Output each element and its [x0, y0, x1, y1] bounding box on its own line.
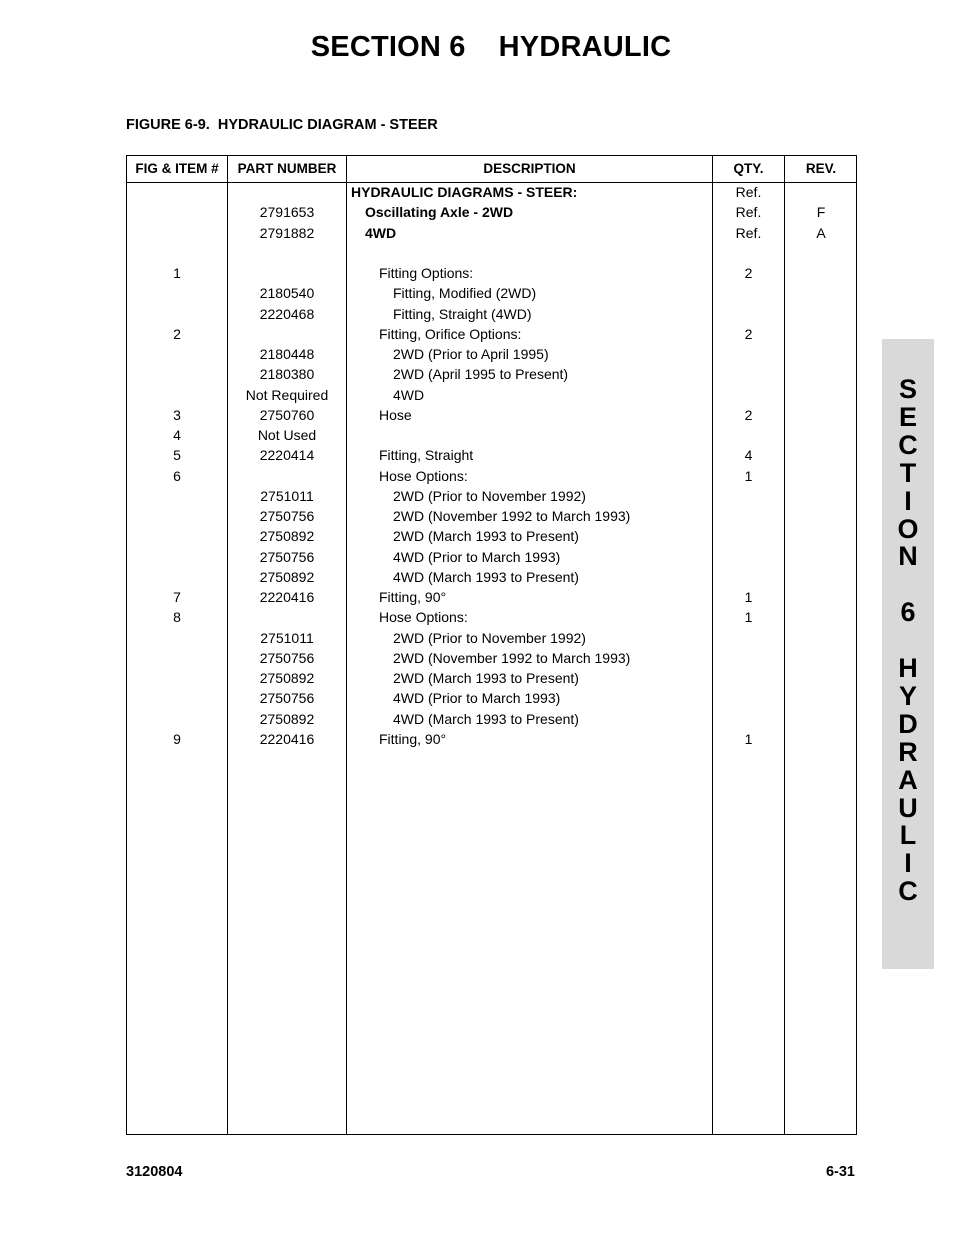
fig-item-cell: 4 [173, 427, 181, 443]
part-number-cell: 2220416 [259, 589, 315, 605]
part-number-cell: 2751011 [260, 629, 314, 646]
figure-title: FIGURE 6-9. HYDRAULIC DIAGRAM - STEER [126, 117, 438, 133]
description-cell: Oscillating Axle - 2WD [365, 204, 514, 221]
side-tab-letter: C [898, 876, 918, 907]
table-row [127, 202, 857, 222]
table-row [127, 547, 857, 567]
qty-cell: 1 [744, 589, 753, 605]
table-row [127, 243, 857, 263]
part-number-cell: 2180540 [259, 285, 315, 302]
part-number-cell: 2750892 [259, 670, 315, 686]
description-cell: HYDRAULIC DIAGRAMS - STEER: [351, 184, 578, 200]
part-number-cell: Not Required [245, 386, 329, 403]
part-number-cell: 2750892 [259, 710, 315, 727]
fig-item-cell: 8 [173, 609, 181, 626]
description-cell: 2WD (November 1992 to March 1993) [393, 508, 631, 524]
column-header-qty: QTY. [733, 161, 764, 176]
fig-item-cell: 5 [173, 447, 181, 464]
qty-cell: 4 [744, 447, 753, 464]
description-cell: Fitting, 90° [379, 589, 447, 605]
table-row [127, 648, 857, 668]
parts-table [126, 155, 857, 1135]
description-cell: 4WD (Prior to March 1993) [393, 690, 561, 707]
description-cell: 4WD (March 1993 to Present) [393, 568, 579, 585]
table-row [127, 425, 857, 445]
table-row [127, 344, 857, 364]
side-tab-letter: N [898, 541, 918, 572]
table-row [127, 688, 857, 708]
part-number-cell: Not Used [257, 427, 317, 443]
qty-cell: 2 [744, 325, 753, 342]
part-number-cell: 2751011 [260, 487, 314, 504]
table-row [127, 628, 857, 648]
table-row [127, 526, 857, 546]
section-title: SECTION 6 HYDRAULIC [310, 31, 672, 63]
side-tab-letter: R [898, 736, 918, 767]
description-cell: 4WD [365, 224, 397, 241]
table-row [127, 466, 857, 486]
part-number-cell: 2791653 [259, 204, 315, 221]
description-cell: Fitting, 90° [379, 730, 447, 747]
part-number-cell: 2750760 [259, 406, 315, 423]
description-cell: 2WD (Prior to November 1992) [393, 629, 586, 646]
table-row [127, 405, 857, 425]
table-row [127, 283, 857, 303]
fig-item-cell: 2 [173, 325, 181, 342]
description-cell: 4WD (Prior to March 1993) [393, 548, 561, 565]
document-number: 3120804 [126, 1164, 183, 1180]
side-tab-letter: I [904, 485, 912, 516]
part-number-cell: 2750756 [259, 690, 315, 707]
section-side-tab [882, 339, 934, 969]
side-tab-letter: D [898, 708, 918, 739]
description-cell: 2WD (Prior to April 1995) [393, 346, 549, 362]
table-row [127, 304, 857, 324]
description-cell: Fitting, Modified (2WD) [393, 285, 537, 302]
fig-item-cell: 6 [173, 467, 181, 484]
description-cell: 4WD [393, 386, 425, 403]
description-cell: Fitting Options: [379, 265, 474, 281]
table-row [127, 668, 857, 688]
description-cell: Hose Options: [379, 609, 468, 626]
table-row [127, 364, 857, 384]
part-number-cell: 2220414 [259, 447, 315, 464]
table-row [127, 445, 857, 465]
side-tab-letter: L [899, 820, 917, 851]
qty-cell: 1 [744, 609, 753, 626]
part-number-cell: 2220468 [259, 305, 315, 322]
side-tab-letter: U [898, 792, 918, 823]
description-cell: 2WD (April 1995 to Present) [393, 366, 569, 383]
description-cell: 2WD (November 1992 to March 1993) [393, 649, 631, 666]
side-tab-letter: T [899, 457, 917, 488]
rev-cell: F [816, 204, 826, 221]
qty-cell: 1 [744, 467, 753, 484]
part-number-cell: 2750892 [259, 528, 315, 545]
side-tab-letter: A [898, 764, 918, 795]
description-cell: Fitting, Orifice Options: [379, 325, 522, 342]
part-number-cell: 2750756 [259, 508, 315, 524]
table-row [127, 486, 857, 506]
description-cell: Hose [379, 406, 412, 423]
description-cell: Hose Options: [379, 467, 468, 484]
qty-cell: Ref. [735, 224, 762, 241]
description-cell: 2WD (Prior to November 1992) [393, 487, 586, 504]
table-row [127, 223, 857, 243]
description-cell: 2WD (March 1993 to Present) [393, 670, 579, 686]
column-header-part-number: PART NUMBER [237, 161, 337, 176]
table-row [127, 324, 857, 344]
description-cell: 4WD (March 1993 to Present) [393, 710, 579, 727]
description-cell: 2WD (March 1993 to Present) [393, 528, 579, 545]
side-tab-letter: 6 [900, 597, 916, 628]
fig-item-cell: 7 [173, 589, 181, 605]
column-header-rev: REV. [805, 161, 837, 176]
fig-item-cell: 3 [173, 406, 181, 423]
part-number-cell: 2180448 [259, 346, 315, 362]
side-tab-letter: S [898, 374, 917, 404]
side-tab-letter: I [904, 848, 912, 879]
table-row [127, 607, 857, 627]
table-row [127, 709, 857, 729]
description-cell: Fitting, Straight (4WD) [393, 305, 532, 322]
table-row [127, 263, 857, 283]
qty-cell: 2 [744, 265, 753, 281]
column-header-description: DESCRIPTION [483, 161, 576, 176]
side-tab-letter: H [898, 653, 918, 683]
side-tab-letter: C [898, 429, 918, 460]
side-tab-letter: Y [898, 680, 917, 711]
qty-cell: 1 [744, 730, 753, 747]
table-row [127, 385, 857, 405]
part-number-cell: 2750756 [259, 649, 315, 666]
fig-item-cell: 9 [173, 730, 181, 747]
qty-cell: Ref. [735, 204, 762, 221]
part-number-cell: 2791882 [259, 224, 315, 241]
table-row [127, 506, 857, 526]
table-row [127, 587, 857, 607]
table-row [127, 567, 857, 587]
table-row [127, 729, 857, 749]
qty-cell: Ref. [735, 184, 762, 200]
fig-item-cell: 1 [173, 265, 181, 281]
side-tab-letter: O [897, 513, 919, 544]
column-header-fig-item: FIG & ITEM # [135, 161, 219, 176]
qty-cell: 2 [744, 406, 753, 423]
page-number: 6-31 [825, 1164, 855, 1180]
part-number-cell: 2750756 [259, 548, 315, 565]
part-number-cell: 2750892 [259, 568, 315, 585]
table-row [127, 182, 857, 202]
side-tab-letter: E [898, 401, 917, 432]
part-number-cell: 2180380 [259, 366, 315, 383]
part-number-cell: 2220416 [259, 730, 315, 747]
description-cell: Fitting, Straight [379, 447, 474, 464]
rev-cell: A [816, 224, 826, 241]
